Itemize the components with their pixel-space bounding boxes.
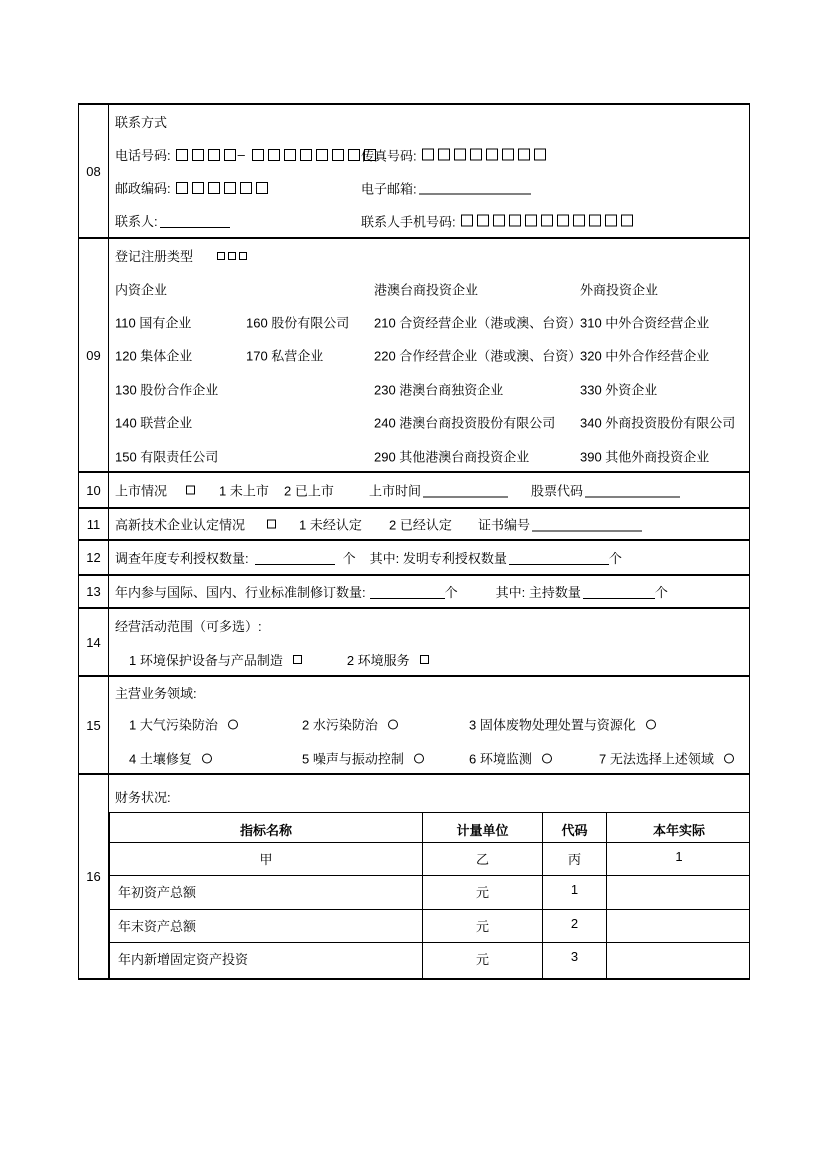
field-option-soil-remediation: 4 土壤修复 <box>129 751 192 767</box>
unit-cell: 元 <box>423 943 543 979</box>
unit-cell: 元 <box>423 876 543 910</box>
hosted-count-blank[interactable] <box>583 585 655 599</box>
registration-code-boxes[interactable] <box>217 252 250 260</box>
form-row-08 <box>79 105 749 237</box>
fill-box-icon[interactable] <box>224 182 236 194</box>
standards-count-unit: 个 <box>444 585 458 600</box>
patent-count-blank[interactable] <box>255 551 335 565</box>
email-label: 电子邮箱: <box>361 181 417 196</box>
stock-code-label: 股票代码 <box>531 483 584 499</box>
field-air-radio-icon[interactable] <box>228 719 238 729</box>
certificate-number-label: 证书编号 <box>478 517 531 533</box>
fill-box-icon[interactable] <box>332 149 344 161</box>
survey-form-table <box>78 103 750 980</box>
fill-box-icon[interactable] <box>509 215 521 227</box>
fax-label: 传真号码: <box>361 148 417 163</box>
postal-boxes[interactable] <box>176 182 272 194</box>
hightech-option-not-certified: 1 未经认定 <box>299 517 362 533</box>
fax-boxes[interactable] <box>422 149 550 161</box>
row-number: 11 <box>79 509 109 539</box>
reg-option: 170 私营企业 <box>246 348 324 364</box>
scope-services-checkbox-icon[interactable] <box>420 655 429 664</box>
fill-box-icon[interactable] <box>470 149 482 161</box>
indicator-new-fixed-assets: 年内新增固定资产投资 <box>110 943 423 979</box>
form-row-14 <box>79 607 749 675</box>
fill-box-icon[interactable] <box>589 215 601 227</box>
row-number: 10 <box>79 473 109 507</box>
postal-label: 邮政编码: <box>115 181 171 196</box>
fill-box-icon[interactable] <box>176 149 188 161</box>
code-cell: 3 <box>543 943 607 979</box>
fill-box-icon[interactable] <box>256 182 268 194</box>
fill-box-icon[interactable] <box>240 182 252 194</box>
field-option-env-monitoring: 6 环境监测 <box>469 751 532 767</box>
fill-box-icon[interactable] <box>192 149 204 161</box>
row-number: 08 <box>79 105 109 237</box>
standards-count-blank[interactable] <box>370 585 445 599</box>
scope-option-manufacturing: 1 环境保护设备与产品制造 <box>129 653 283 668</box>
listing-option-listed: 2 已上市 <box>284 483 334 499</box>
fill-box-icon[interactable] <box>518 149 530 161</box>
field-option-none: 7 无法选择上述领域 <box>599 751 714 767</box>
code-cell: 1 <box>543 876 607 910</box>
fill-box-icon[interactable] <box>438 149 450 161</box>
contact-person-blank[interactable] <box>160 214 230 228</box>
fill-box-icon[interactable] <box>557 215 569 227</box>
fill-box-icon[interactable] <box>239 252 247 260</box>
fill-box-icon[interactable] <box>284 149 296 161</box>
field-option-noise-vibration: 5 噪声与振动控制 <box>302 751 404 767</box>
fill-box-icon[interactable] <box>217 252 225 260</box>
fill-box-icon[interactable] <box>493 215 505 227</box>
listing-status-label: 上市情况 <box>115 483 168 499</box>
financial-status-title: 财务状况: <box>115 790 171 805</box>
contact-person-label: 联系人: <box>115 214 158 229</box>
form-row-15 <box>79 675 749 773</box>
email-blank[interactable] <box>419 181 531 195</box>
reg-option: 330 外资企业 <box>580 382 658 398</box>
reg-option: 290 其他港澳台商投资企业 <box>374 449 530 465</box>
fill-box-icon[interactable] <box>477 215 489 227</box>
value-cell[interactable] <box>607 910 750 943</box>
field-option-air-pollution: 1 大气污染防治 <box>129 717 218 733</box>
fill-box-icon[interactable] <box>208 149 220 161</box>
fill-box-icon[interactable] <box>268 149 280 161</box>
financial-table <box>109 812 749 978</box>
hightech-checkbox-icon[interactable] <box>267 520 276 529</box>
reg-option: 310 中外合资经营企业 <box>580 315 710 331</box>
col-header-unit: 计量单位 <box>423 813 543 843</box>
row-number: 13 <box>79 576 109 607</box>
col-header-indicator: 指标名称 <box>110 813 423 843</box>
reg-option: 160 股份有限公司 <box>246 315 350 331</box>
mobile-boxes[interactable] <box>461 215 637 227</box>
table-row <box>110 910 750 943</box>
scope-manufacturing-checkbox-icon[interactable] <box>293 655 302 664</box>
col-header-domestic: 内资企业 <box>115 282 168 297</box>
form-row-11 <box>79 507 749 539</box>
phone-label: 电话号码: <box>115 148 171 163</box>
reg-option: 130 股份合作企业 <box>115 382 219 398</box>
reg-option: 220 合作经营企业（港或澳、台资） <box>374 348 582 364</box>
col-header-hmt: 港澳台商投资企业 <box>374 282 479 297</box>
field-noise-radio-icon[interactable] <box>414 753 424 763</box>
financial-table-subheader-row <box>110 843 750 876</box>
reg-option: 340 外商投资股份有限公司 <box>580 415 736 431</box>
form-row-09 <box>79 237 749 471</box>
fill-box-icon[interactable] <box>573 215 585 227</box>
reg-option: 140 联营企业 <box>115 415 193 431</box>
fill-box-icon[interactable] <box>348 149 360 161</box>
row-number: 09 <box>79 239 109 471</box>
scope-option-services: 2 环境服务 <box>346 653 410 668</box>
field-none-radio-icon[interactable] <box>724 753 734 763</box>
reg-option: 390 其他外商投资企业 <box>580 449 710 465</box>
field-option-solid-waste: 3 固体废物处理处置与资源化 <box>469 717 636 733</box>
subheader-jia: 甲 <box>110 843 423 876</box>
form-row-10 <box>79 471 749 507</box>
fill-box-icon[interactable] <box>300 149 312 161</box>
reg-option: 320 中外合作经营企业 <box>580 348 710 364</box>
stock-code-blank[interactable] <box>585 483 680 497</box>
field-water-radio-icon[interactable] <box>388 719 398 729</box>
mobile-label: 联系人手机号码: <box>361 214 456 229</box>
business-scope-title: 经营活动范围（可多选）: <box>115 619 262 634</box>
fill-box-icon[interactable] <box>208 182 220 194</box>
row-number: 12 <box>79 541 109 574</box>
fill-box-icon[interactable] <box>486 149 498 161</box>
fill-box-icon[interactable] <box>316 149 328 161</box>
financial-table-header-row <box>110 813 750 843</box>
listing-checkbox-icon[interactable] <box>186 486 195 495</box>
fill-box-icon[interactable] <box>502 149 514 161</box>
field-monitoring-radio-icon[interactable] <box>542 753 552 763</box>
reg-option: 230 港澳台商独资企业 <box>374 382 504 398</box>
col-header-current-year: 本年实际 <box>607 813 750 843</box>
form-row-16 <box>79 773 749 978</box>
listing-option-not-listed: 1 未上市 <box>219 483 269 499</box>
row-number: 15 <box>79 677 109 773</box>
fill-box-icon[interactable] <box>192 182 204 194</box>
subheader-bing: 丙 <box>543 843 607 876</box>
listing-time-label: 上市时间 <box>369 483 422 499</box>
reg-option: 150 有限责任公司 <box>115 449 219 465</box>
fill-box-icon[interactable] <box>228 252 236 260</box>
phone-dash: – <box>237 147 245 162</box>
fill-box-icon[interactable] <box>252 149 264 161</box>
hightech-option-certified: 2 已经认定 <box>389 517 452 533</box>
subheader-1: 1 <box>607 843 750 876</box>
row-number: 16 <box>79 775 109 978</box>
field-solid-waste-radio-icon[interactable] <box>646 719 656 729</box>
fill-box-icon[interactable] <box>621 215 633 227</box>
fill-box-icon[interactable] <box>224 149 236 161</box>
listing-time-blank[interactable] <box>423 483 508 497</box>
table-row <box>110 943 750 979</box>
registration-type-title: 登记注册类型 <box>115 249 194 264</box>
fill-box-icon[interactable] <box>534 149 546 161</box>
patent-count-unit: 个 <box>342 551 356 566</box>
main-business-title: 主营业务领域: <box>115 685 197 701</box>
standards-count-label: 年内参与国际、国内、行业标准制修订数量: <box>115 585 366 600</box>
indicator-start-assets: 年初资产总额 <box>110 876 423 910</box>
field-soil-radio-icon[interactable] <box>202 753 212 763</box>
subheader-yi: 乙 <box>423 843 543 876</box>
form-row-13 <box>79 574 749 607</box>
col-header-code: 代码 <box>543 813 607 843</box>
reg-option: 110 国有企业 <box>115 315 192 331</box>
code-cell: 2 <box>543 910 607 943</box>
form-row-12 <box>79 539 749 574</box>
fill-box-icon[interactable] <box>422 149 434 161</box>
phone-area-boxes[interactable] <box>176 149 240 161</box>
value-cell[interactable] <box>607 876 750 910</box>
fill-box-icon[interactable] <box>541 215 553 227</box>
invention-patent-unit: 个 <box>608 551 622 566</box>
reg-option: 210 合资经营企业（港或澳、台资） <box>374 315 582 331</box>
value-cell[interactable] <box>607 943 750 979</box>
certificate-number-blank[interactable] <box>532 517 642 531</box>
reg-option: 120 集体企业 <box>115 348 193 364</box>
row-number: 14 <box>79 609 109 675</box>
table-row <box>110 876 750 910</box>
hosted-count-unit: 个 <box>654 585 668 600</box>
invention-patent-blank[interactable] <box>509 551 609 565</box>
field-option-water-pollution: 2 水污染防治 <box>302 717 378 733</box>
indicator-end-assets: 年末资产总额 <box>110 910 423 943</box>
fill-box-icon[interactable] <box>525 215 537 227</box>
hosted-count-label: 其中: 主持数量 <box>495 585 581 600</box>
invention-patent-label: 其中: 发明专利授权数量 <box>369 551 507 566</box>
fill-box-icon[interactable] <box>605 215 617 227</box>
unit-cell: 元 <box>423 910 543 943</box>
col-header-foreign: 外商投资企业 <box>580 282 659 297</box>
hightech-status-label: 高新技术企业认定情况 <box>115 517 246 533</box>
fill-box-icon[interactable] <box>461 215 473 227</box>
fill-box-icon[interactable] <box>176 182 188 194</box>
contact-section-title: 联系方式 <box>115 115 168 130</box>
reg-option: 240 港澳台商投资股份有限公司 <box>374 415 556 431</box>
fill-box-icon[interactable] <box>454 149 466 161</box>
patent-count-label: 调查年度专利授权数量: <box>115 551 249 566</box>
